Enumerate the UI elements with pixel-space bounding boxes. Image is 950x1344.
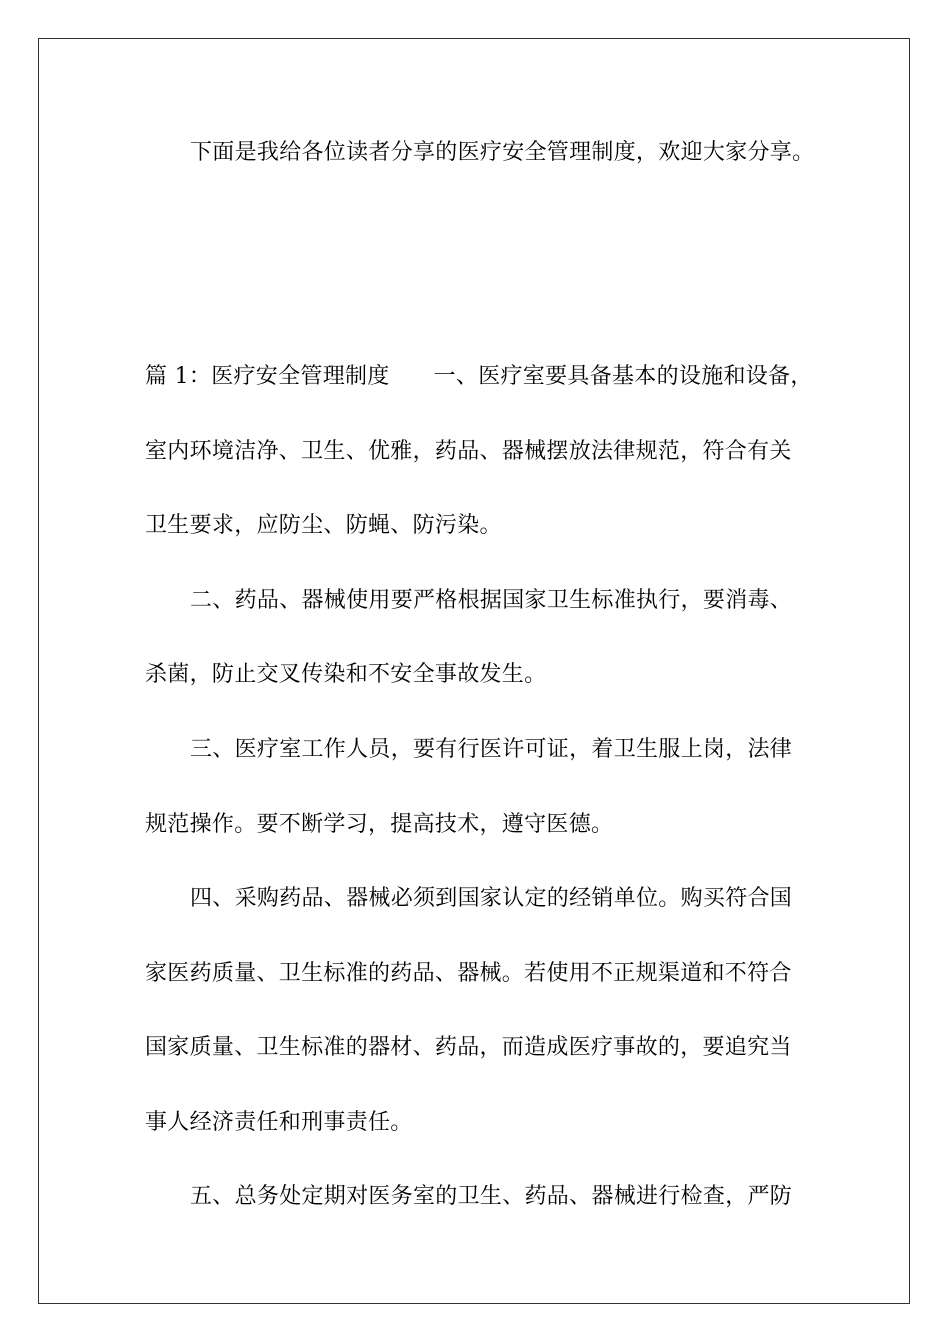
paragraph-3-line-1: 三、医疗室工作人员，要有行医许可证，着卫生服上岗，法律 bbox=[190, 737, 793, 762]
paragraph-4-line-3: 国家质量、卫生标准的器材、药品，而造成医疗事故的，要追究当 bbox=[145, 1035, 792, 1060]
paragraph-4-line-2: 家医药质量、卫生标准的药品、器械。若使用不正规渠道和不符合 bbox=[145, 961, 792, 986]
section-title: 篇 1：医疗安全管理制度 bbox=[145, 364, 390, 389]
paragraph-2-line-2: 杀菌，防止交叉传染和不安全事故发生。 bbox=[145, 662, 547, 687]
paragraph-2-line-1: 二、药品、器械使用要严格根据国家卫生标准执行，要消毒、 bbox=[190, 588, 793, 613]
paragraph-1-line-1: 一、医疗室要具备基本的设施和设备， bbox=[433, 364, 813, 389]
paragraph-1-line-3: 卫生要求，应防尘、防蝇、防污染。 bbox=[145, 513, 502, 538]
paragraph-1-line-2: 室内环境洁净、卫生、优雅，药品、器械摆放法律规范，符合有关 bbox=[145, 439, 792, 464]
paragraph-4-line-1: 四、采购药品、器械必须到国家认定的经销单位。购买符合国 bbox=[190, 886, 793, 911]
paragraph-3-line-2: 规范操作。要不断学习，提高技术，遵守医德。 bbox=[145, 812, 614, 837]
intro-paragraph: 下面是我给各位读者分享的医疗安全管理制度，欢迎大家分享。 bbox=[190, 140, 815, 165]
paragraph-5-line-1: 五、总务处定期对医务室的卫生、药品、器械进行检查，严防 bbox=[190, 1184, 793, 1209]
section-heading-line bbox=[145, 362, 813, 392]
paragraph-4-line-4: 事人经济责任和刑事责任。 bbox=[145, 1110, 413, 1135]
